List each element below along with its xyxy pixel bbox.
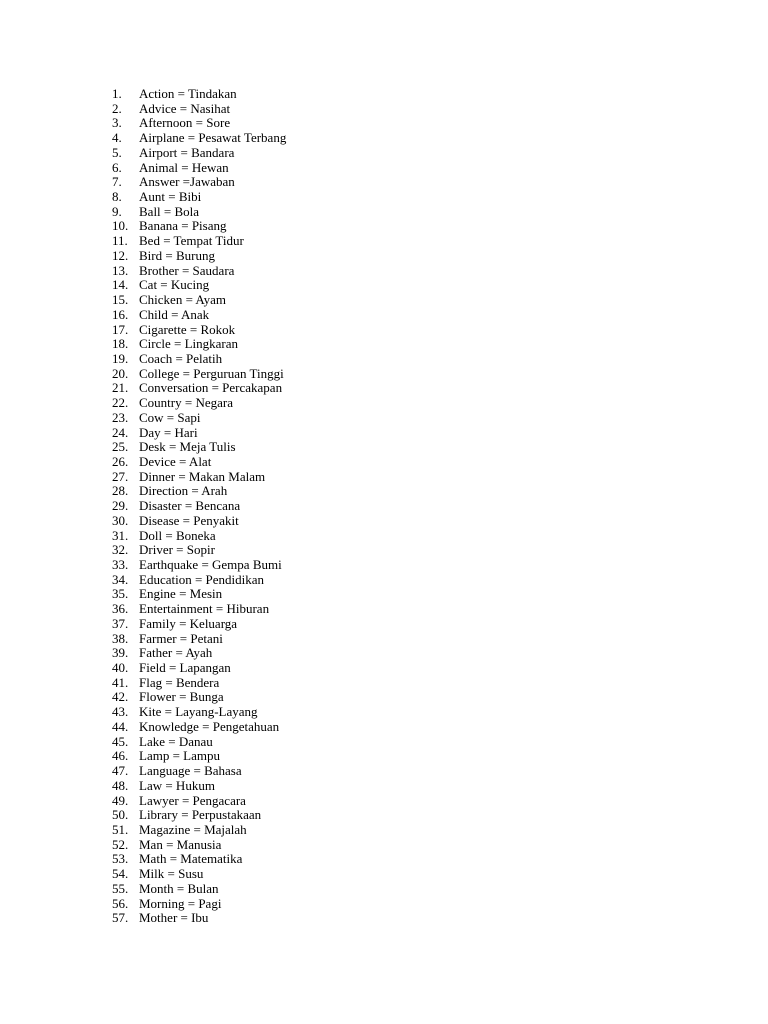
list-item-number: 48.	[112, 777, 129, 793]
list-item-text: Airplane = Pesawat Terbang	[139, 130, 287, 146]
list-item-number: 13.	[112, 262, 129, 278]
list-item-number: 6.	[112, 159, 122, 175]
list-item-text: Chicken = Ayam	[139, 292, 227, 308]
list-item-number: 52.	[112, 836, 129, 852]
list-item-text: Language = Bahasa	[139, 763, 242, 779]
list-item-number: 10.	[112, 218, 129, 234]
list-item	[112, 543, 286, 558]
list-item-text: Circle = Lingkaran	[139, 336, 239, 352]
list-item-number: 44.	[112, 718, 129, 734]
list-item-number: 47.	[112, 763, 129, 779]
list-item-number: 20.	[112, 365, 129, 381]
list-item	[112, 867, 286, 882]
list-item-number: 7.	[112, 174, 122, 190]
list-item-text: Coach = Pelatih	[139, 350, 223, 366]
list-item-number: 11.	[112, 233, 128, 249]
list-item-text: Disaster = Bencana	[139, 498, 241, 514]
list-item-number: 46.	[112, 748, 129, 764]
list-item	[112, 396, 286, 411]
list-item	[112, 146, 286, 161]
list-item	[112, 308, 286, 323]
list-item-text: Lawyer = Pengacara	[139, 792, 246, 808]
list-item	[112, 602, 286, 617]
list-item-text: Morning = Pagi	[139, 895, 222, 911]
list-item	[112, 87, 286, 102]
list-item-number: 30.	[112, 512, 129, 528]
list-item-text: Entertainment = Hiburan	[139, 601, 270, 617]
list-item-text: Mother = Ibu	[139, 910, 209, 926]
list-item	[112, 911, 286, 926]
list-item-text: Cow = Sapi	[139, 409, 201, 425]
list-item-number: 22.	[112, 395, 129, 411]
list-item	[112, 484, 286, 499]
list-item-text: Engine = Mesin	[139, 586, 223, 602]
list-item-number: 31.	[112, 527, 129, 543]
list-item-number: 49.	[112, 792, 129, 808]
list-item	[112, 352, 286, 367]
list-item-number: 24.	[112, 424, 129, 440]
list-item-number: 5.	[112, 144, 122, 160]
list-item-number: 15.	[112, 292, 129, 308]
list-item-text: Animal = Hewan	[139, 159, 229, 175]
list-item	[112, 735, 286, 750]
list-item-text: Field = Lapangan	[139, 660, 231, 676]
list-item	[112, 617, 286, 632]
list-item-number: 42.	[112, 689, 129, 705]
list-item-text: Knowledge = Pengetahuan	[139, 718, 280, 734]
list-item	[112, 720, 286, 735]
list-item-text: Law = Hukum	[139, 777, 215, 793]
list-item-number: 36.	[112, 601, 129, 617]
list-item-text: Day = Hari	[139, 424, 198, 440]
list-item-text: Milk = Susu	[139, 866, 204, 882]
list-item-number: 28.	[112, 483, 129, 499]
list-item-number: 41.	[112, 674, 129, 690]
list-item	[112, 264, 286, 279]
list-item-text: Man = Manusia	[139, 836, 222, 852]
list-item-text: Education = Pendidikan	[139, 571, 265, 587]
list-item	[112, 102, 286, 117]
list-item-number: 57.	[112, 910, 129, 926]
list-item	[112, 749, 286, 764]
list-item-number: 1.	[112, 86, 122, 101]
list-item	[112, 661, 286, 676]
list-item-number: 17.	[112, 321, 129, 337]
list-item	[112, 705, 286, 720]
list-item-number: 40.	[112, 660, 129, 676]
list-item-number: 50.	[112, 807, 129, 823]
list-item-text: Ball = Bola	[139, 203, 200, 219]
list-item-text: Math = Matematika	[139, 851, 243, 867]
list-item-number: 34.	[112, 571, 129, 587]
list-item-text: Dinner = Makan Malam	[139, 468, 266, 484]
list-item	[112, 278, 286, 293]
list-item-number: 32.	[112, 542, 129, 558]
list-item-text: Aunt = Bibi	[139, 189, 202, 205]
list-item-text: Bird = Burung	[139, 247, 215, 263]
list-item-text: Cigarette = Rokok	[139, 321, 236, 337]
list-item-number: 56.	[112, 895, 129, 911]
list-item	[112, 690, 286, 705]
list-item	[112, 367, 286, 382]
list-item-text: Afternoon = Sore	[139, 115, 231, 131]
list-item-number: 35.	[112, 586, 129, 602]
list-item-number: 33.	[112, 557, 129, 572]
list-item-text: Family = Keluarga	[139, 615, 238, 631]
list-item	[112, 779, 286, 794]
list-item-number: 16.	[112, 306, 129, 322]
list-item-number: 27.	[112, 468, 129, 484]
list-item	[112, 455, 286, 470]
list-item-text: Bed = Tempat Tidur	[139, 233, 244, 249]
list-item-text: Desk = Meja Tulis	[139, 439, 236, 455]
list-item-text: Driver = Sopir	[139, 542, 215, 558]
list-item-text: Device = Alat	[139, 453, 212, 469]
list-item-number: 18.	[112, 336, 129, 352]
list-item-number: 29.	[112, 498, 129, 514]
list-item-number: 19.	[112, 350, 129, 366]
list-item-text: Kite = Layang-Layang	[139, 704, 258, 720]
list-item-number: 55.	[112, 880, 129, 896]
list-item-text: Conversation = Percakapan	[139, 380, 283, 396]
list-item-number: 38.	[112, 630, 129, 646]
list-item	[112, 676, 286, 691]
list-item-number: 53.	[112, 851, 129, 867]
list-item-number: 23.	[112, 409, 129, 425]
list-item	[112, 323, 286, 338]
list-item-text: Answer =Jawaban	[139, 174, 235, 190]
list-item-text: Doll = Boneka	[139, 527, 216, 543]
list-item-text: Cat = Kucing	[139, 277, 210, 293]
list-item	[112, 337, 286, 352]
list-item	[112, 161, 286, 176]
list-item-text: Earthquake = Gempa Bumi	[139, 557, 282, 572]
list-item-text: Country = Negara	[139, 395, 233, 411]
list-item-text: Flag = Bendera	[139, 674, 220, 690]
list-item-text: Flower = Bunga	[139, 689, 224, 705]
list-item-number: 26.	[112, 453, 129, 469]
list-item-number: 25.	[112, 439, 129, 455]
list-item	[112, 573, 286, 588]
list-item-text: Farmer = Petani	[139, 630, 223, 646]
list-item	[112, 529, 286, 544]
list-item	[112, 219, 286, 234]
list-item-text: Child = Anak	[139, 306, 210, 322]
list-item-number: 21.	[112, 380, 129, 396]
list-item-number: 37.	[112, 615, 129, 631]
list-item	[112, 116, 286, 131]
list-item-number: 54.	[112, 866, 129, 882]
list-item	[112, 175, 286, 190]
list-item-text: Advice = Nasihat	[139, 100, 231, 116]
list-item	[112, 587, 286, 602]
list-item	[112, 852, 286, 867]
list-item-number: 8.	[112, 189, 122, 205]
list-item-number: 4.	[112, 130, 122, 146]
list-item-number: 51.	[112, 821, 129, 837]
list-item-text: Lake = Danau	[139, 733, 213, 749]
list-item	[112, 823, 286, 838]
list-item	[112, 808, 286, 823]
list-item-number: 9.	[112, 203, 122, 219]
list-item-text: Month = Bulan	[139, 880, 219, 896]
list-item-text: College = Perguruan Tinggi	[139, 365, 284, 381]
list-item	[112, 190, 286, 205]
list-item	[112, 249, 286, 264]
list-item-text: Action = Tindakan	[139, 86, 237, 101]
vocabulary-list	[112, 87, 286, 926]
list-item-number: 2.	[112, 100, 122, 116]
list-item-text: Father = Ayah	[139, 645, 213, 661]
list-item	[112, 882, 286, 897]
list-item	[112, 381, 286, 396]
list-item-number: 3.	[112, 115, 122, 131]
list-item	[112, 794, 286, 809]
list-item-text: Disease = Penyakit	[139, 512, 239, 528]
list-item	[112, 234, 286, 249]
list-item-text: Airport = Bandara	[139, 144, 235, 160]
list-item	[112, 897, 286, 912]
list-item-text: Lamp = Lampu	[139, 748, 220, 764]
list-item	[112, 558, 286, 573]
list-item	[112, 514, 286, 529]
list-item	[112, 499, 286, 514]
list-item	[112, 131, 286, 146]
list-item	[112, 632, 286, 647]
list-item	[112, 426, 286, 441]
list-item-number: 39.	[112, 645, 129, 661]
list-item-text: Brother = Saudara	[139, 262, 235, 278]
list-item	[112, 440, 286, 455]
list-item-text: Magazine = Majalah	[139, 821, 247, 837]
list-item-number: 45.	[112, 733, 129, 749]
list-item	[112, 293, 286, 308]
list-item	[112, 646, 286, 661]
list-item	[112, 764, 286, 779]
list-item-number: 12.	[112, 247, 129, 263]
list-item	[112, 205, 286, 220]
list-item-number: 14.	[112, 277, 129, 293]
list-item-text: Library = Perpustakaan	[139, 807, 262, 823]
list-item-text: Direction = Arah	[139, 483, 228, 499]
list-item	[112, 411, 286, 426]
list-item-number: 43.	[112, 704, 129, 720]
list-item-text: Banana = Pisang	[139, 218, 227, 234]
list-item	[112, 838, 286, 853]
list-item	[112, 470, 286, 485]
